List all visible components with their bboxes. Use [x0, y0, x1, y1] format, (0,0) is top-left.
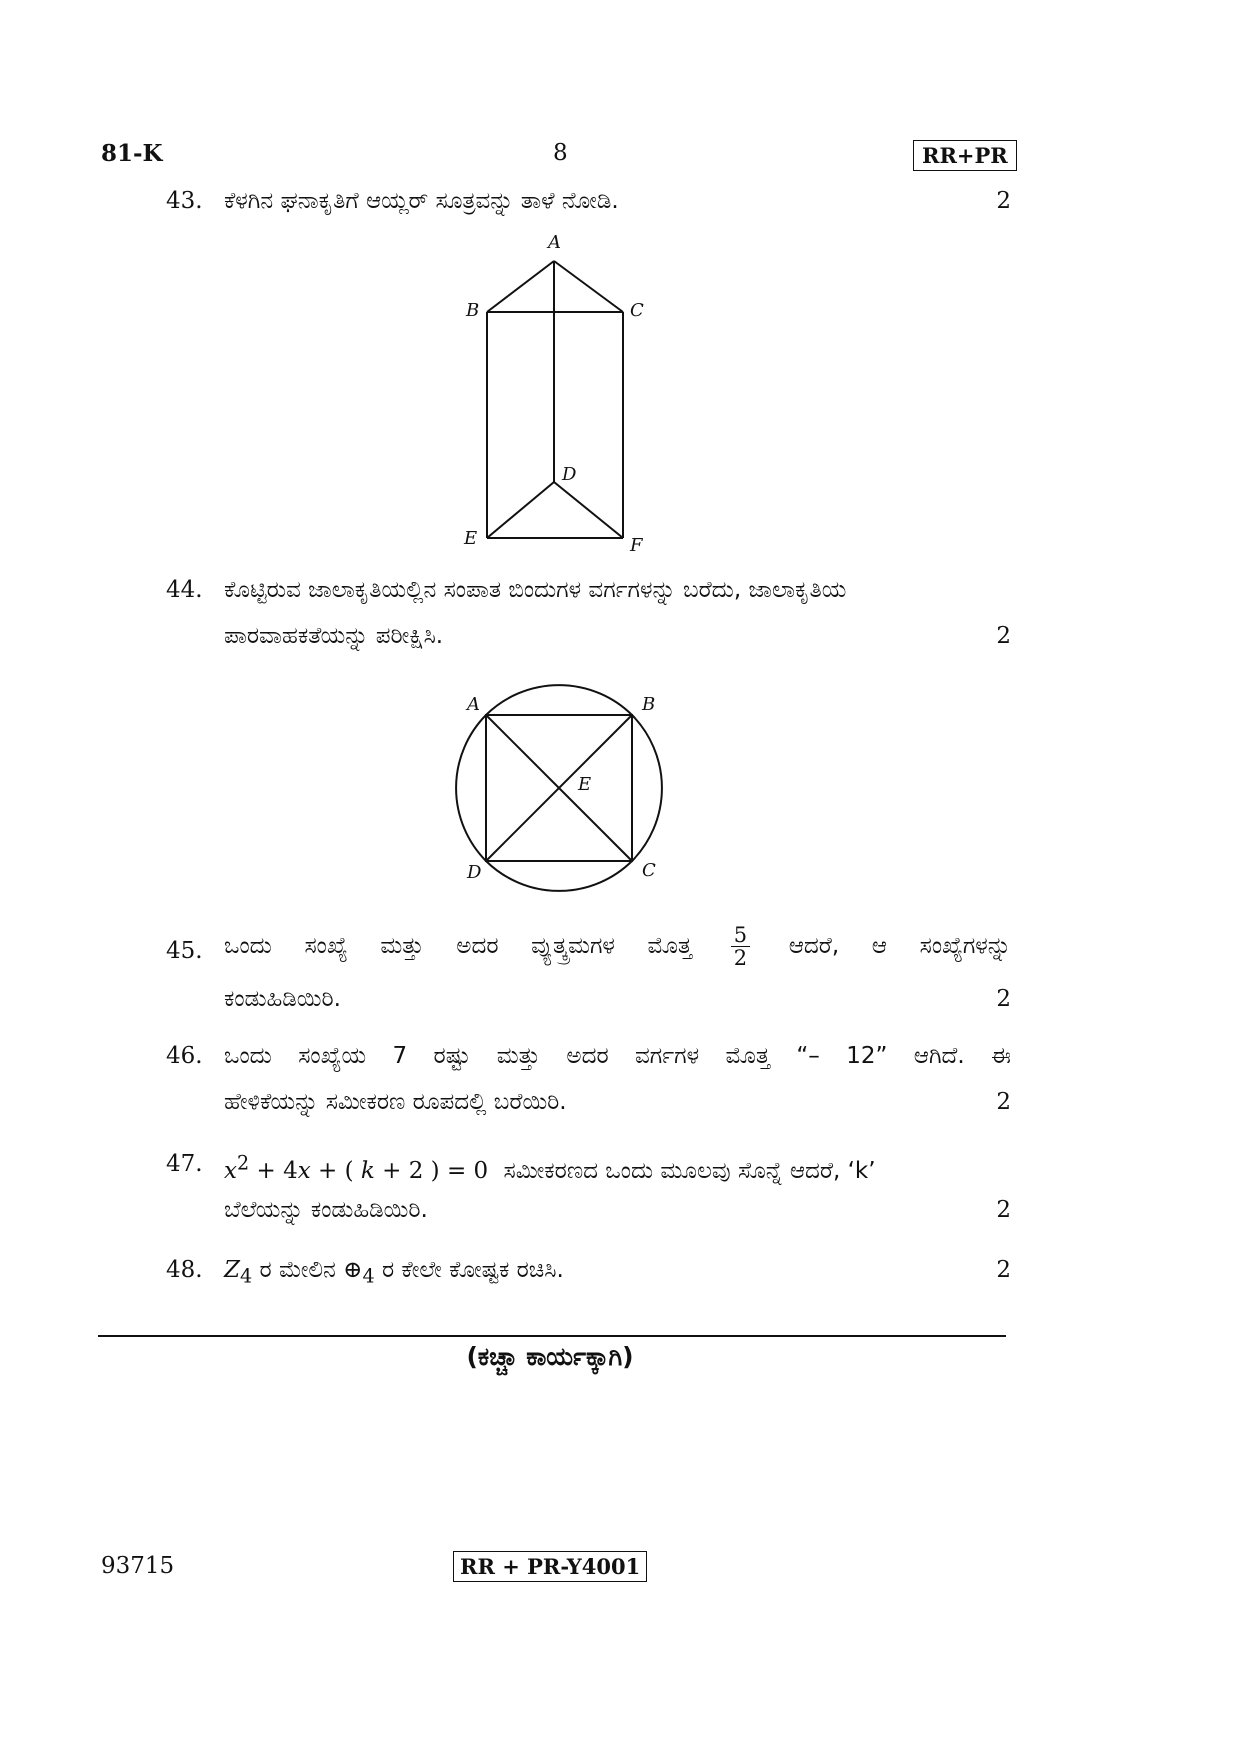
marks: 2	[996, 1257, 1011, 1283]
network-label-e: E	[578, 774, 592, 795]
set-z: Z	[224, 1257, 240, 1283]
question-number: 44.	[166, 577, 203, 603]
rough-work-label: (ಕಚ್ಚಾ ಕಾರ್ಯಕ್ಕಾಗಿ)	[466, 1342, 634, 1371]
question-text-line-2: ಕಂಡುಹಿಡಿಯಿರಿ.	[224, 986, 341, 1012]
question-text-line-2: ಪಾರವಾಹಕತೆಯನ್ನು ಪರೀಕ್ಷಿಸಿ.	[224, 623, 444, 649]
page-number: 8	[553, 140, 568, 166]
question-text-line-2: ಹೇಳಿಕೆಯನ್ನು ಸಮೀಕರಣ ರೂಪದಲ್ಲಿ ಬರೆಯಿರಿ.	[224, 1089, 567, 1115]
var-x: x	[224, 1157, 237, 1184]
question-text-line-1	[224, 924, 1011, 969]
paper-code: 81-K	[101, 140, 163, 167]
fraction-numerator: 5	[731, 924, 750, 947]
prism-figure	[450, 228, 680, 558]
prism-label-f: F	[630, 535, 643, 556]
network-figure	[430, 678, 690, 918]
fraction-denominator: 2	[733, 946, 748, 971]
prism-label-d: D	[562, 464, 577, 485]
footer-serial: 93715	[101, 1553, 175, 1579]
question-text-b: ರ ಕೇಲೇ ಕೋಷ್ಟಕ ರಚಿಸಿ.	[374, 1257, 564, 1283]
question-number: 46.	[166, 1043, 203, 1069]
marks: 2	[996, 623, 1011, 649]
question-number: 48.	[166, 1257, 203, 1283]
operator-subscript: 4	[362, 1264, 375, 1288]
var-k: k	[360, 1157, 375, 1184]
fraction-five-halves	[731, 924, 750, 969]
question-number: 47.	[166, 1151, 203, 1177]
divider-rule	[98, 1335, 1006, 1337]
question-text-line-2: ಬೆಲೆಯನ್ನು ಕಂಡುಹಿಡಿಯಿರಿ.	[224, 1197, 428, 1223]
operator-symbol: ⊕	[343, 1257, 363, 1283]
marks: 2	[996, 986, 1011, 1012]
marks: 2	[996, 1089, 1011, 1115]
marks: 2	[996, 1197, 1011, 1223]
eq-term: + 2 ) = 0	[374, 1157, 489, 1184]
network-label-b: B	[642, 694, 656, 715]
prism-label-e: E	[464, 528, 478, 549]
network-label-c: C	[642, 860, 656, 881]
question-text: ಕೆಳಗಿನ ಘನಾಕೃತಿಗೆ ಆಯ್ಲರ್ ಸೂತ್ರವನ್ನು ತಾಳೆ ನೋಡಿ.	[224, 188, 619, 214]
question-number: 45.	[166, 938, 203, 964]
question-text-after-fraction: ಆದರೆ, ಆ ಸಂಖ್ಯೆಗಳನ್ನು	[788, 933, 1011, 960]
version-box: RR+PR	[913, 140, 1017, 171]
var-x: x	[297, 1157, 311, 1184]
prism-label-a: A	[548, 232, 561, 253]
eq-term: + 4	[249, 1157, 298, 1184]
question-text-a: ರ ಮೇಲಿನ	[252, 1257, 344, 1283]
question-text	[224, 1257, 1011, 1288]
footer-code-box: RR + PR-Y4001	[453, 1551, 647, 1582]
question-text-line-1: ಕೊಟ್ಟಿರುವ ಜಾಲಾಕೃತಿಯಲ್ಲಿನ ಸಂಪಾತ ಬಿಂದುಗಳ ವರ್ಗಗಳನ್ನು ಬರೆದು, ಜಾಲಾಕೃತಿಯ	[224, 577, 847, 603]
set-z-subscript: 4	[239, 1264, 253, 1288]
eq-term: + (	[310, 1157, 361, 1184]
question-text-before-fraction: ಒಂದು ಸಂಖ್ಯೆ ಮತ್ತು ಅದರ ವ್ಯುತ್ಕ್ರಮಗಳ ಮೊತ್ತ	[224, 933, 693, 960]
question-text-line-1: ಒಂದು ಸಂಖ್ಯೆಯ 7 ರಷ್ಟು ಮತ್ತು ಅದರ ವರ್ಗಗಳ ಮೊತ್ತ “– 12” ಆಗಿದೆ. ಈ	[224, 1043, 1011, 1069]
equation	[224, 1151, 489, 1184]
question-text-after-equation: ಸಮೀಕರಣದ ಒಂದು ಮೂಲವು ಸೊನ್ನೆ ಆದರೆ, ‘k’	[503, 1157, 876, 1184]
prism-label-b: B	[466, 300, 480, 321]
exponent: 2	[236, 1151, 250, 1174]
question-number: 43.	[166, 188, 203, 214]
network-label-d: D	[467, 862, 482, 883]
prism-label-c: C	[630, 300, 644, 321]
marks: 2	[996, 188, 1011, 214]
network-label-a: A	[467, 694, 480, 715]
question-text-line-1	[224, 1151, 1011, 1184]
